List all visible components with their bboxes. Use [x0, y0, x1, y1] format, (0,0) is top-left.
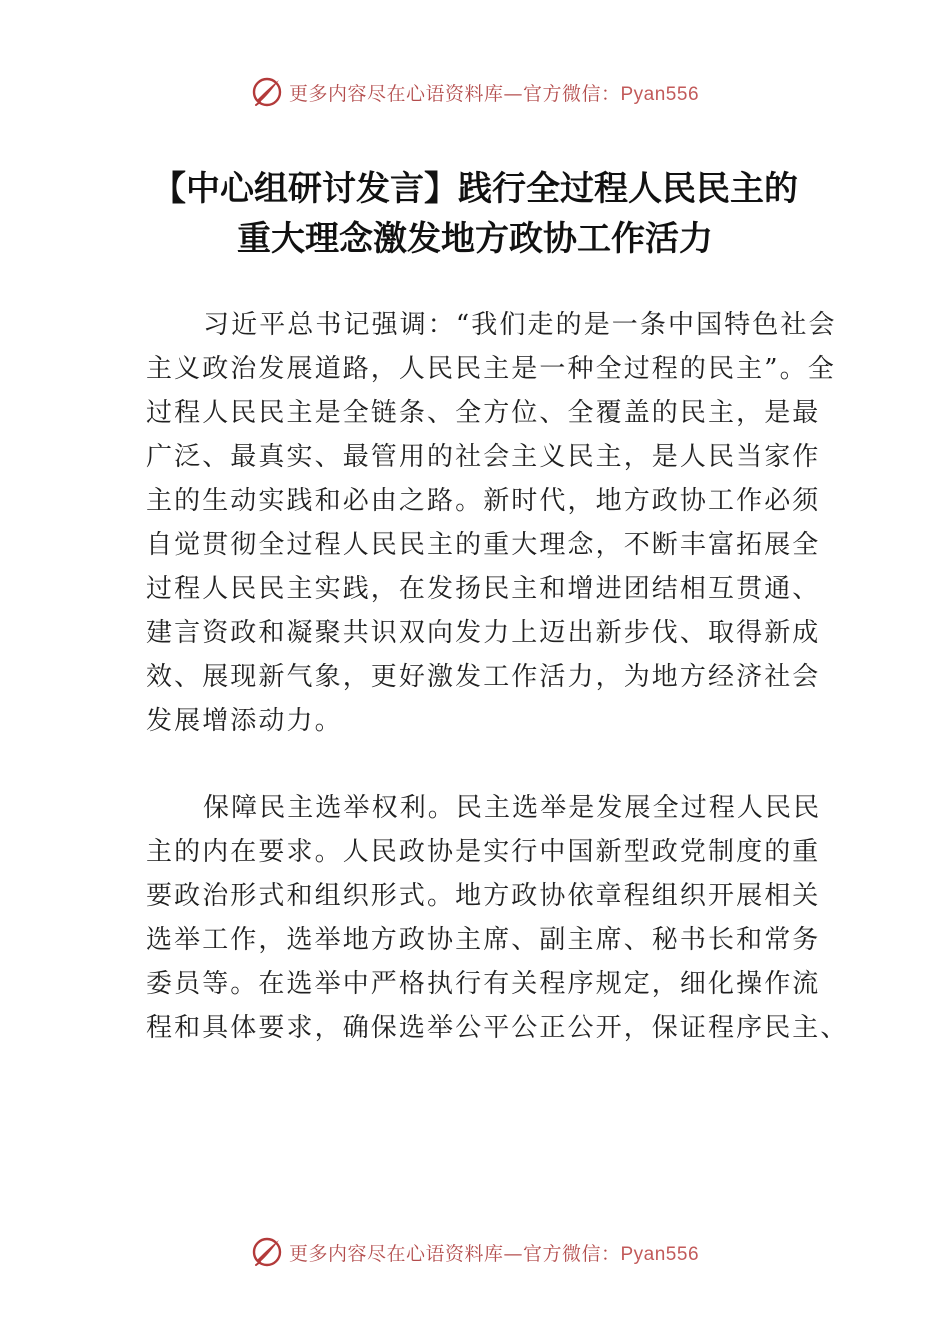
watermark-label: 更多内容尽在心语资料库—官方微信：	[288, 82, 621, 105]
text-line: 过程人民民主实践，在发扬民主和增进团结相互贯通、	[146, 574, 821, 604]
watermark-text	[289, 1239, 699, 1266]
text-line: 委员等。在选举中严格执行有关程序规定，细化操作流	[146, 969, 821, 999]
text-line: 程和具体要求，确保选举公平公正公开，保证程序民主、	[146, 1013, 849, 1043]
header-watermark	[0, 76, 950, 108]
title-line: 重大理念激发地方政协工作活力	[237, 219, 713, 259]
text-line: 主的生动实践和必由之路。新时代，地方政协工作必须	[146, 486, 821, 516]
title-line: 【中心组研讨发言】践行全过程人民民主的	[152, 169, 798, 209]
watermark-text	[289, 79, 699, 106]
quill-logo-icon	[251, 76, 283, 108]
text-line: 主义政治发展道路，人民民主是一种全过程的民主”。全	[146, 354, 836, 384]
text-line: 保障民主选举权利。民主选举是发展全过程人民民	[203, 793, 822, 823]
body-paragraph-intro	[146, 303, 837, 743]
watermark-label: 更多内容尽在心语资料库—官方微信：	[288, 1242, 621, 1265]
text-line: 习近平总书记强调：“我们走的是一条中国特色社会	[203, 310, 837, 340]
text-line: 效、展现新气象，更好激发工作活力，为地方经济社会	[146, 662, 821, 692]
body-paragraph-elections	[146, 786, 849, 1050]
watermark-wechat-id: Pyan556	[620, 1243, 700, 1265]
text-line: 建言资政和凝聚共识双向发力上迈出新步伐、取得新成	[146, 618, 821, 648]
document-title	[60, 164, 890, 264]
text-line: 广泛、最真实、最管用的社会主义民主，是人民当家作	[146, 442, 821, 472]
text-line: 发展增添动力。	[146, 706, 343, 736]
quill-logo-icon	[251, 1236, 283, 1268]
text-line: 主的内在要求。人民政协是实行中国新型政党制度的重	[146, 837, 821, 867]
watermark-wechat-id: Pyan556	[620, 83, 700, 105]
text-line: 过程人民民主是全链条、全方位、全覆盖的民主，是最	[146, 398, 821, 428]
text-line: 选举工作，选举地方政协主席、副主席、秘书长和常务	[146, 925, 821, 955]
text-line: 要政治形式和组织形式。地方政协依章程组织开展相关	[146, 881, 821, 911]
text-line: 自觉贯彻全过程人民民主的重大理念，不断丰富拓展全	[146, 530, 821, 560]
footer-watermark	[0, 1236, 950, 1268]
